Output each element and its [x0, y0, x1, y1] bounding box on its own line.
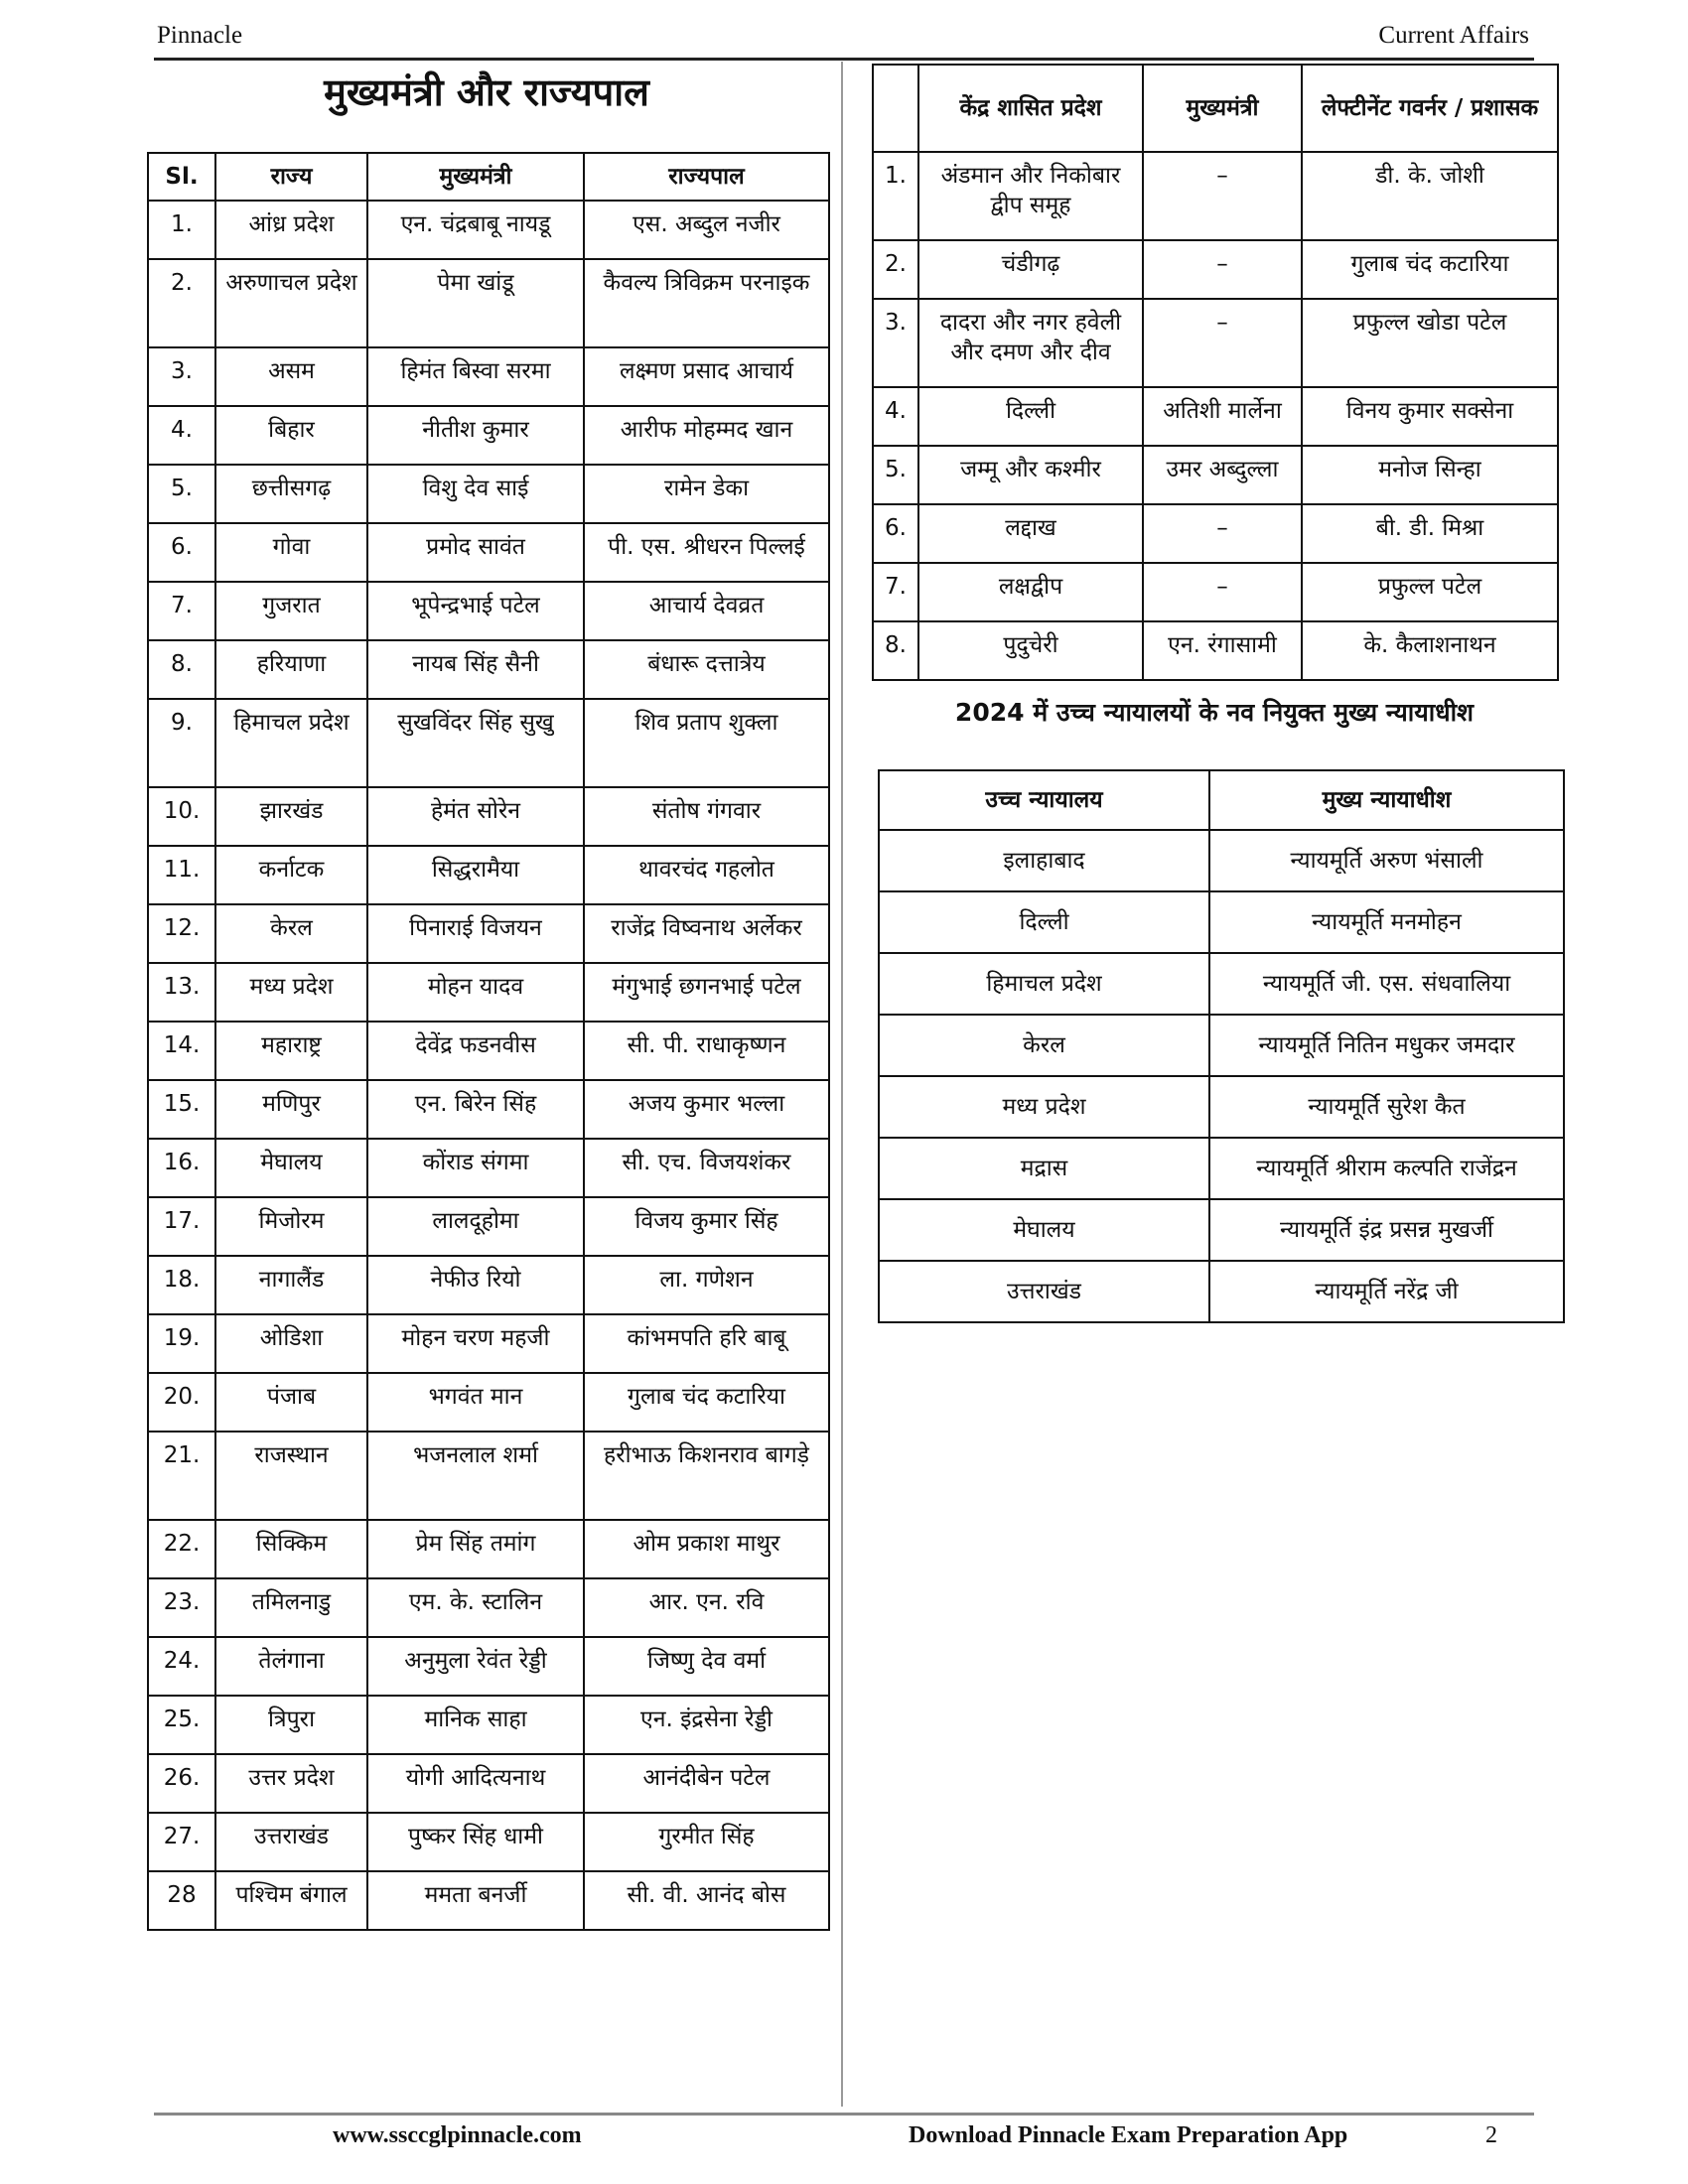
- table-row: [148, 1813, 829, 1871]
- state-cell: पश्चिम बंगाल: [215, 1871, 367, 1930]
- state-cell: तेलंगाना: [215, 1637, 367, 1696]
- governor-cell: मंगुभाई छगनभाई पटेल: [584, 963, 829, 1022]
- state-cell: हरियाणा: [215, 640, 367, 699]
- governor-cell: पी. एस. श्रीधरन पिल्लई: [584, 523, 829, 582]
- table-row: [148, 1578, 829, 1637]
- serial-cell: 7.: [148, 582, 215, 640]
- lt-governor-cell: के. कैलाशनाथन: [1302, 621, 1558, 680]
- lt-governor-cell: विनय कुमार सक्सेना: [1302, 387, 1558, 446]
- table-row: [148, 1256, 829, 1314]
- governor-cell: विजय कुमार सिंह: [584, 1197, 829, 1256]
- serial-cell: 5.: [873, 446, 918, 504]
- union-territory-cell: चंडीगढ़: [918, 240, 1143, 299]
- table-row: [148, 201, 829, 259]
- table-row: [148, 523, 829, 582]
- governor-cell: कांभमपति हरि बाबू: [584, 1314, 829, 1373]
- governor-cell: ला. गणेशन: [584, 1256, 829, 1314]
- chief-minister-cell: योगी आदित्यनाथ: [367, 1754, 584, 1813]
- footer-website-link[interactable]: www.ssccglpinnacle.com: [333, 2122, 582, 2148]
- header-brand: Pinnacle: [157, 22, 243, 49]
- chief-minister-cell: एम. के. स्टालिन: [367, 1578, 584, 1637]
- state-cell: बिहार: [215, 406, 367, 465]
- governor-cell: सी. पी. राधाकृष्णन: [584, 1022, 829, 1080]
- serial-cell: 6.: [873, 504, 918, 563]
- state-cell: मेघालय: [215, 1139, 367, 1197]
- table-row: [879, 891, 1564, 953]
- state-cell: त्रिपुरा: [215, 1696, 367, 1754]
- table-row: [148, 1022, 829, 1080]
- header-section: Current Affairs: [1378, 22, 1529, 49]
- page-number: 2: [1485, 2122, 1497, 2148]
- table-row: [873, 504, 1558, 563]
- union-territory-cell: जम्मू और कश्मीर: [918, 446, 1143, 504]
- column-divider: [841, 62, 843, 2107]
- lt-governor-cell: प्रफुल्ल पटेल: [1302, 563, 1558, 621]
- governor-cell: गुरमीत सिंह: [584, 1813, 829, 1871]
- chief-minister-cell: कोंराड संगमा: [367, 1139, 584, 1197]
- table-row: [873, 446, 1558, 504]
- header-chief-minister: मुख्यमंत्री: [1143, 65, 1302, 152]
- serial-cell: 3.: [873, 299, 918, 387]
- chief-minister-cell: भजनलाल शर्मा: [367, 1432, 584, 1520]
- state-cell: नागालैंड: [215, 1256, 367, 1314]
- state-cell: असम: [215, 347, 367, 406]
- high-court-cell: दिल्ली: [879, 891, 1209, 953]
- chief-minister-cell: मोहन चरण महजी: [367, 1314, 584, 1373]
- serial-cell: 2.: [873, 240, 918, 299]
- state-cell: राजस्थान: [215, 1432, 367, 1520]
- serial-cell: 6.: [148, 523, 215, 582]
- lt-governor-cell: गुलाब चंद कटारिया: [1302, 240, 1558, 299]
- chief-minister-cell: –: [1143, 152, 1302, 240]
- high-court-cell: हिमाचल प्रदेश: [879, 953, 1209, 1015]
- state-cell: ओडिशा: [215, 1314, 367, 1373]
- serial-cell: 28: [148, 1871, 215, 1930]
- chief-minister-cell: अनुमुला रेवंत रेड्डी: [367, 1637, 584, 1696]
- chief-minister-cell: उमर अब्दुल्ला: [1143, 446, 1302, 504]
- chief-minister-cell: एन. बिरेन सिंह: [367, 1080, 584, 1139]
- section-title: मुख्यमंत्री और राज्यपाल: [324, 70, 649, 114]
- table-row: [873, 387, 1558, 446]
- table-row: [148, 1696, 829, 1754]
- state-cell: मणिपुर: [215, 1080, 367, 1139]
- chief-minister-cell: नीतीश कुमार: [367, 406, 584, 465]
- table-row: [879, 830, 1564, 891]
- union-territory-cell: लद्दाख: [918, 504, 1143, 563]
- serial-cell: 27.: [148, 1813, 215, 1871]
- chief-minister-cell: एन. रंगासामी: [1143, 621, 1302, 680]
- chief-minister-cell: नायब सिंह सैनी: [367, 640, 584, 699]
- table-row: [148, 640, 829, 699]
- chief-minister-cell: मोहन यादव: [367, 963, 584, 1022]
- header-chief-minister: मुख्यमंत्री: [367, 153, 584, 201]
- table-row: [873, 152, 1558, 240]
- state-cell: केरल: [215, 904, 367, 963]
- state-cell: सिक्किम: [215, 1520, 367, 1578]
- chief-minister-cell: –: [1143, 563, 1302, 621]
- serial-cell: 8.: [148, 640, 215, 699]
- state-cell: कर्नाटक: [215, 846, 367, 904]
- table-row: [873, 240, 1558, 299]
- serial-cell: 1.: [148, 201, 215, 259]
- lt-governor-cell: बी. डी. मिश्रा: [1302, 504, 1558, 563]
- chief-minister-cell: भगवंत मान: [367, 1373, 584, 1432]
- governor-cell: गुलाब चंद कटारिया: [584, 1373, 829, 1432]
- governor-cell: आचार्य देवव्रत: [584, 582, 829, 640]
- governor-cell: बंधारू दत्तात्रेय: [584, 640, 829, 699]
- table-row: [148, 846, 829, 904]
- serial-cell: 22.: [148, 1520, 215, 1578]
- governor-cell: एन. इंद्रसेना रेड्डी: [584, 1696, 829, 1754]
- governor-cell: आनंदीबेन पटेल: [584, 1754, 829, 1813]
- serial-cell: 21.: [148, 1432, 215, 1520]
- governor-cell: हरीभाऊ किशनराव बागड़े: [584, 1432, 829, 1520]
- table-row: [873, 621, 1558, 680]
- chief-minister-cell: हिमंत बिस्वा सरमा: [367, 347, 584, 406]
- state-cell: हिमाचल प्रदेश: [215, 699, 367, 787]
- table-row: [148, 1197, 829, 1256]
- governor-cell: राजेंद्र विष्वनाथ अर्लेकर: [584, 904, 829, 963]
- table-header-row: [873, 65, 1558, 152]
- governor-cell: रामेन डेका: [584, 465, 829, 523]
- chief-minister-cell: पुष्कर सिंह धामी: [367, 1813, 584, 1871]
- high-court-cell: मद्रास: [879, 1138, 1209, 1199]
- chief-justice-cell: न्यायमूर्ति श्रीराम कल्पति राजेंद्रन: [1209, 1138, 1564, 1199]
- serial-cell: 20.: [148, 1373, 215, 1432]
- governor-cell: शिव प्रताप शुक्ला: [584, 699, 829, 787]
- table-row: [148, 465, 829, 523]
- chief-minister-cell: सिद्धरामैया: [367, 846, 584, 904]
- table-row: [148, 1520, 829, 1578]
- serial-cell: 11.: [148, 846, 215, 904]
- chief-minister-cell: भूपेन्द्रभाई पटेल: [367, 582, 584, 640]
- serial-cell: 14.: [148, 1022, 215, 1080]
- header-chief-justice: मुख्य न्यायाधीश: [1209, 770, 1564, 830]
- table-header-row: [879, 770, 1564, 830]
- table-row: [879, 953, 1564, 1015]
- high-court-title: 2024 में उच्च न्यायालयों के नव नियुक्त मुख्य न्यायाधीश: [954, 698, 1475, 727]
- governor-cell: लक्ष्मण प्रसाद आचार्य: [584, 347, 829, 406]
- governor-cell: संतोष गंगवार: [584, 787, 829, 846]
- lt-governor-cell: डी. के. जोशी: [1302, 152, 1558, 240]
- chief-minister-cell: पेमा खांडू: [367, 259, 584, 347]
- chief-justice-cell: न्यायमूर्ति मनमोहन: [1209, 891, 1564, 953]
- serial-cell: 23.: [148, 1578, 215, 1637]
- table-row: [148, 259, 829, 347]
- serial-cell: 17.: [148, 1197, 215, 1256]
- table-row: [148, 1373, 829, 1432]
- union-territory-cell: दिल्ली: [918, 387, 1143, 446]
- serial-cell: 16.: [148, 1139, 215, 1197]
- chief-minister-cell: नेफीउ रियो: [367, 1256, 584, 1314]
- serial-cell: 8.: [873, 621, 918, 680]
- serial-cell: 1.: [873, 152, 918, 240]
- chief-justice-cell: न्यायमूर्ति नरेंद्र जी: [1209, 1261, 1564, 1322]
- chief-minister-cell: लालदूहोमा: [367, 1197, 584, 1256]
- header-state: राज्य: [215, 153, 367, 201]
- chief-minister-cell: विशु देव साई: [367, 465, 584, 523]
- table-row: [879, 1015, 1564, 1076]
- serial-cell: 12.: [148, 904, 215, 963]
- table-row: [148, 1754, 829, 1813]
- table-row: [879, 1138, 1564, 1199]
- chief-justice-cell: न्यायमूर्ति सुरेश कैत: [1209, 1076, 1564, 1138]
- footer-app-promo: Download Pinnacle Exam Preparation App: [909, 2122, 1348, 2148]
- serial-cell: 26.: [148, 1754, 215, 1813]
- high-court-cell: इलाहाबाद: [879, 830, 1209, 891]
- ut-table: [872, 64, 1559, 681]
- table-row: [879, 1076, 1564, 1138]
- union-territory-cell: अंडमान और निकोबार द्वीप समूह: [918, 152, 1143, 240]
- state-cell: गुजरात: [215, 582, 367, 640]
- table-row: [148, 699, 829, 787]
- serial-cell: 4.: [873, 387, 918, 446]
- header-lt-governor: लेफ्टीनेंट गवर्नर / प्रशासक: [1302, 65, 1558, 152]
- state-cell: गोवा: [215, 523, 367, 582]
- chief-minister-cell: देवेंद्र फडनवीस: [367, 1022, 584, 1080]
- governor-cell: थावरचंद गहलोत: [584, 846, 829, 904]
- serial-cell: 10.: [148, 787, 215, 846]
- chief-justice-cell: न्यायमूर्ति इंद्र प्रसन्न मुखर्जी: [1209, 1199, 1564, 1261]
- governor-cell: अजय कुमार भल्ला: [584, 1080, 829, 1139]
- serial-cell: 7.: [873, 563, 918, 621]
- chief-minister-cell: अतिशी मार्लेना: [1143, 387, 1302, 446]
- governor-cell: आरीफ मोहम्मद खान: [584, 406, 829, 465]
- state-cell: महाराष्ट्र: [215, 1022, 367, 1080]
- high-court-cell: मध्य प्रदेश: [879, 1076, 1209, 1138]
- chief-minister-cell: मानिक साहा: [367, 1696, 584, 1754]
- table-row: [148, 347, 829, 406]
- state-cell: मिजोरम: [215, 1197, 367, 1256]
- chief-minister-cell: ममता बनर्जी: [367, 1871, 584, 1930]
- state-cell: उत्तराखंड: [215, 1813, 367, 1871]
- chief-justice-cell: न्यायमूर्ति अरुण भंसाली: [1209, 830, 1564, 891]
- governor-cell: ओम प्रकाश माथुर: [584, 1520, 829, 1578]
- serial-cell: 4.: [148, 406, 215, 465]
- governor-cell: एस. अब्दुल नजीर: [584, 201, 829, 259]
- chief-minister-cell: –: [1143, 240, 1302, 299]
- lt-governor-cell: प्रफुल्ल खोडा पटेल: [1302, 299, 1558, 387]
- high-court-table: [878, 769, 1565, 1323]
- state-cell: पंजाब: [215, 1373, 367, 1432]
- state-cell: तमिलनाडु: [215, 1578, 367, 1637]
- table-row: [148, 1432, 829, 1520]
- chief-minister-cell: –: [1143, 504, 1302, 563]
- serial-cell: 19.: [148, 1314, 215, 1373]
- footer-divider: [154, 2113, 1534, 2116]
- header-high-court: उच्च न्यायालय: [879, 770, 1209, 830]
- table-row: [879, 1261, 1564, 1322]
- state-cell: मध्य प्रदेश: [215, 963, 367, 1022]
- union-territory-cell: लक्षद्वीप: [918, 563, 1143, 621]
- header-governor: राज्यपाल: [584, 153, 829, 201]
- serial-cell: 24.: [148, 1637, 215, 1696]
- table-row: [148, 1871, 829, 1930]
- table-row: [148, 963, 829, 1022]
- union-territory-cell: पुदुचेरी: [918, 621, 1143, 680]
- serial-cell: 3.: [148, 347, 215, 406]
- serial-cell: 25.: [148, 1696, 215, 1754]
- table-row: [148, 787, 829, 846]
- table-row: [873, 563, 1558, 621]
- union-territory-cell: दादरा और नगर हवेली और दमण और दीव: [918, 299, 1143, 387]
- serial-cell: 2.: [148, 259, 215, 347]
- table-header-row: [148, 153, 829, 201]
- chief-minister-cell: प्रमोद सावंत: [367, 523, 584, 582]
- high-court-cell: केरल: [879, 1015, 1209, 1076]
- serial-cell: 15.: [148, 1080, 215, 1139]
- lt-governor-cell: मनोज सिन्हा: [1302, 446, 1558, 504]
- states-table: [147, 152, 830, 1931]
- table-row: [148, 1139, 829, 1197]
- state-cell: छत्तीसगढ़: [215, 465, 367, 523]
- chief-justice-cell: न्यायमूर्ति नितिन मधुकर जमदार: [1209, 1015, 1564, 1076]
- serial-cell: 13.: [148, 963, 215, 1022]
- table-row: [148, 904, 829, 963]
- header-serial: Sl.: [148, 153, 215, 201]
- serial-cell: 9.: [148, 699, 215, 787]
- chief-minister-cell: पिनाराई विजयन: [367, 904, 584, 963]
- governor-cell: जिष्णु देव वर्मा: [584, 1637, 829, 1696]
- chief-minister-cell: –: [1143, 299, 1302, 387]
- serial-cell: 18.: [148, 1256, 215, 1314]
- chief-minister-cell: प्रेम सिंह तमांग: [367, 1520, 584, 1578]
- governor-cell: सी. एच. विजयशंकर: [584, 1139, 829, 1197]
- chief-minister-cell: हेमंत सोरेन: [367, 787, 584, 846]
- table-row: [148, 1314, 829, 1373]
- header-divider: [154, 58, 1534, 61]
- state-cell: उत्तर प्रदेश: [215, 1754, 367, 1813]
- governor-cell: कैवल्य त्रिविक्रम परनाइक: [584, 259, 829, 347]
- serial-cell: 5.: [148, 465, 215, 523]
- table-row: [879, 1199, 1564, 1261]
- high-court-cell: मेघालय: [879, 1199, 1209, 1261]
- state-cell: आंध्र प्रदेश: [215, 201, 367, 259]
- state-cell: झारखंड: [215, 787, 367, 846]
- table-row: [148, 1637, 829, 1696]
- table-row: [873, 299, 1558, 387]
- state-cell: अरुणाचल प्रदेश: [215, 259, 367, 347]
- high-court-cell: उत्तराखंड: [879, 1261, 1209, 1322]
- table-row: [148, 406, 829, 465]
- header-serial: [873, 65, 918, 152]
- chief-justice-cell: न्यायमूर्ति जी. एस. संधवालिया: [1209, 953, 1564, 1015]
- governor-cell: सी. वी. आनंद बोस: [584, 1871, 829, 1930]
- governor-cell: आर. एन. रवि: [584, 1578, 829, 1637]
- header-union-territory: केंद्र शासित प्रदेश: [918, 65, 1143, 152]
- chief-minister-cell: सुखविंदर सिंह सुखु: [367, 699, 584, 787]
- chief-minister-cell: एन. चंद्रबाबू नायडू: [367, 201, 584, 259]
- table-row: [148, 1080, 829, 1139]
- table-row: [148, 582, 829, 640]
